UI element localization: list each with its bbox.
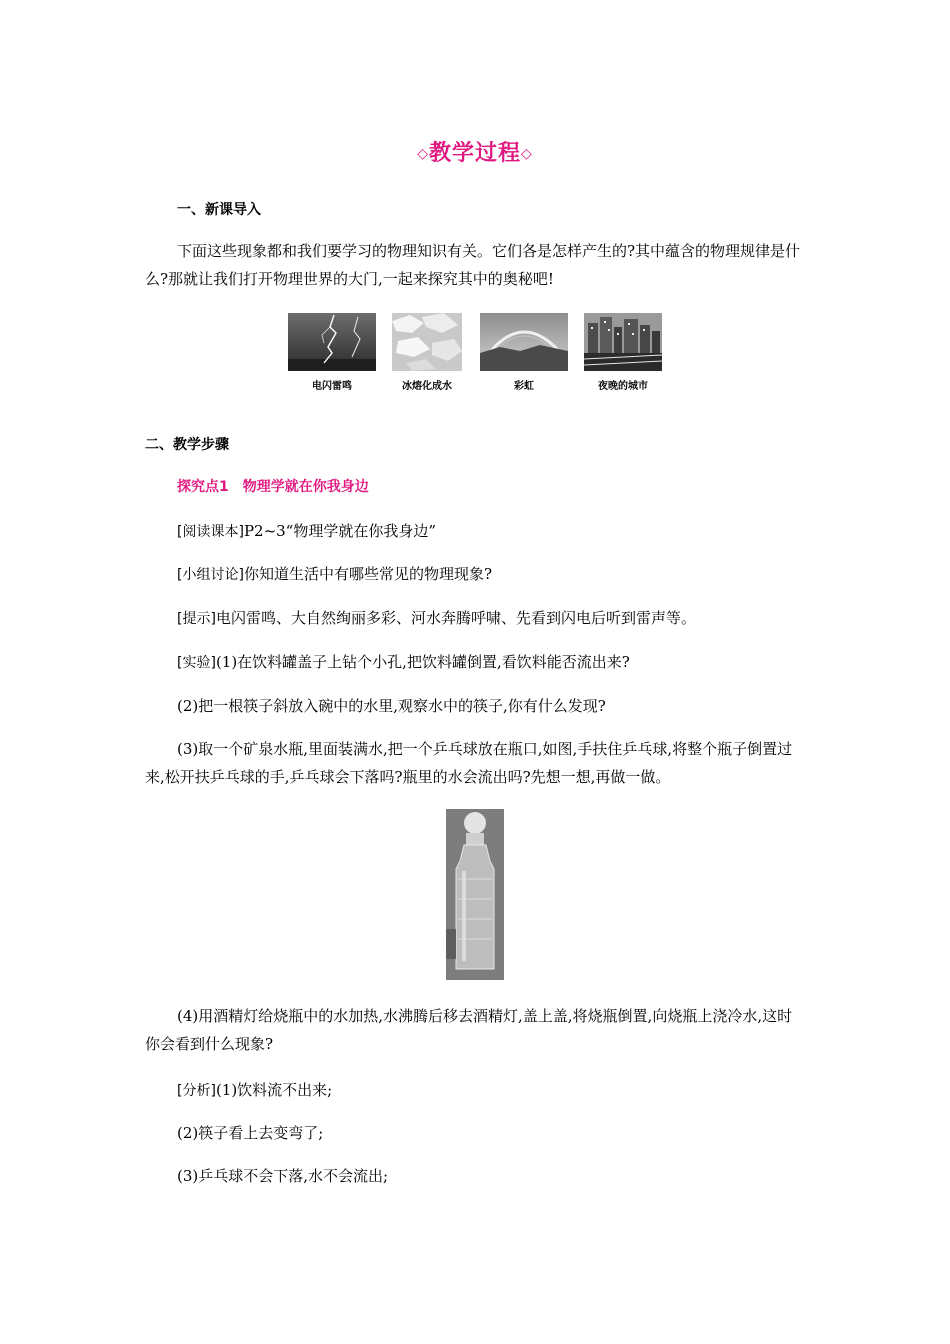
rainbow-photo	[480, 313, 568, 371]
group-discussion-line	[177, 563, 492, 586]
explore-point-title: 探究点1 物理学就在你我身边	[177, 479, 369, 495]
hint-line	[177, 607, 696, 630]
experiment-4-paragraph: (4)用酒精灯给烧瓶中的水加热,水沸腾后移去酒精灯,盖上盖,将烧瓶倒置,向烧瓶上浇冷水,这时你会看到什么现象?	[145, 1007, 793, 1053]
answer-3-line: (3)乒乓球不会下落,水不会流出;	[177, 1167, 389, 1185]
phenomena-image-row	[288, 313, 668, 393]
discuss-text: 你知道生活中有哪些常见的物理现象?	[243, 565, 492, 583]
analysis-line	[177, 1079, 332, 1102]
section-heading-intro: 一、新课导入	[177, 202, 261, 218]
diamond-icon: ◇	[521, 146, 533, 162]
experiment-2-line: (2)把一根筷子斜放入碗中的水里,观察水中的筷子,你有什么发现?	[177, 697, 606, 715]
melting-ice-photo	[392, 313, 462, 371]
image-caption: 冰熔化成水	[402, 381, 452, 392]
intro-paragraph: 下面这些现象都和我们要学习的物理知识有关。它们各是怎样产生的?其中蕴含的物理规律是什么?那就让我们打开物理世界的大门,一起来探究其中的奥秘吧!	[145, 242, 801, 288]
read-textbook-line	[177, 520, 436, 543]
night-city-photo	[584, 313, 662, 371]
analysis-text: (1)饮料流不出来;	[215, 1081, 333, 1099]
lightning-photo	[288, 313, 376, 371]
discuss-tag: [小组讨论]	[177, 567, 244, 583]
hint-tag: [提示]	[177, 611, 216, 627]
page-title	[0, 136, 950, 167]
water-bottle-photo	[446, 809, 504, 980]
image-caption: 夜晚的城市	[598, 381, 648, 392]
analysis-tag: [分析]	[177, 1083, 216, 1099]
read-text: P2~3“物理学就在你我身边”	[243, 522, 437, 540]
experiment-text: (1)在饮料罐盖子上钻个小孔,把饮料罐倒置,看饮料能否流出来?	[215, 653, 630, 671]
image-caption: 彩虹	[514, 381, 534, 392]
experiment-tag: [实验]	[177, 655, 216, 671]
diamond-icon: ◇	[417, 146, 429, 162]
read-tag: [阅读课本]	[177, 524, 244, 540]
experiment-3-paragraph: (3)取一个矿泉水瓶,里面装满水,把一个乒乓球放在瓶口,如图,手扶住乒乓球,将整个瓶子倒置过来,松开扶乒乓球的手,乒乓球会下落吗?瓶里的水会流出吗?先想一想,再做一做。	[145, 740, 793, 786]
image-caption: 电闪雷鸣	[312, 381, 352, 392]
answer-2-line: (2)筷子看上去变弯了;	[177, 1124, 324, 1142]
section-heading-steps: 二、教学步骤	[145, 437, 229, 453]
title-text: 教学过程	[428, 140, 521, 166]
hint-text: 电闪雷鸣、大自然绚丽多彩、河水奔腾呼啸、先看到闪电后听到雷声等。	[215, 609, 696, 627]
experiment-line	[177, 651, 630, 674]
